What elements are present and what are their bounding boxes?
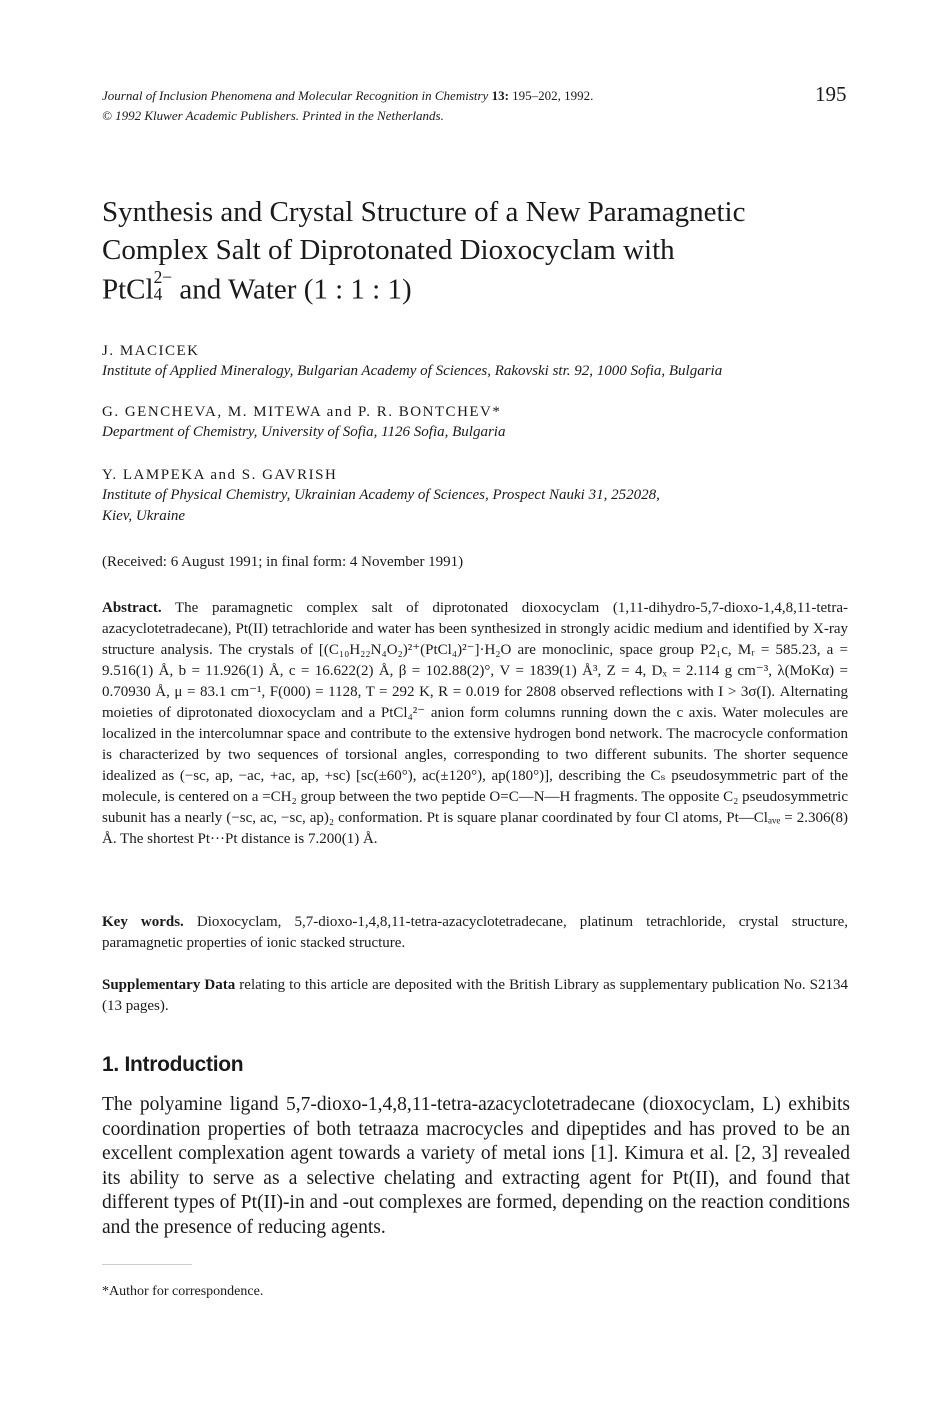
title-formula: PtCl: [102, 273, 154, 306]
author-affiliation: Department of Chemistry, University of Sofia, 1126 Sofia, Bulgaria: [102, 424, 506, 440]
title-line-2: Complex Salt of Diprotonated Dioxocyclam with: [102, 234, 675, 266]
journal-header: [102, 86, 593, 126]
title-formula-sup: 2−: [153, 267, 173, 287]
author-group-2: [102, 402, 852, 443]
journal-name: Journal of Inclusion Phenomena and Molecular Recognition in Chemistry: [102, 88, 489, 103]
author-affiliation: Institute of Physical Chemistry, Ukrainian Academy of Sciences, Prospect Nauki 31, 252028,: [102, 487, 660, 503]
journal-citation-line: [102, 86, 593, 106]
journal-volume: 13:: [491, 88, 509, 103]
copyright-line: © 1992 Kluwer Academic Publishers. Printed in the Netherlands.: [102, 108, 444, 123]
supplementary-text: relating to this article are deposited with the British Library as supplementary publication No. S2134 (13 pages).: [102, 977, 849, 1014]
section-heading: 1. Introduction: [102, 1053, 244, 1076]
footnote-divider: [102, 1264, 192, 1265]
author-names: J. MACICEK: [102, 343, 200, 359]
title-line-1: Synthesis and Crystal Structure of a New Paramagnetic: [102, 196, 746, 228]
title-formula-sub: 4: [153, 284, 163, 305]
author-group-3: [102, 465, 852, 527]
author-group-1: [102, 341, 852, 382]
title-tail: and Water (1 : 1 : 1): [172, 273, 412, 306]
supplementary-label: Supplementary Data: [102, 977, 236, 993]
abstract-text: The paramagnetic complex salt of diprotonated dioxocyclam (1,11-dihydro-5,7-dioxo-1,4,8,11-tetra-azacyclotetradecane), Pt(II) tetrachloride and water has been synthesized in strongly acidic medium and identified by X-ray structure analysis. The crystals of [(C₁₀H₂₂N₄O₂)²⁺(PtCl₄)²⁻]·H₂O are monoclinic, space group P2₁c, Mᵣ = 585.23, a = 9.516(1) Å, b = 11.926(1) Å, c = 16.622(2) Å, β = 102.88(2)°, V = 1839(1) Å³, Z = 4, Dₓ = 2.114 g cm⁻³, λ(MoKα) = 0.70930 Å, μ = 83.1 cm⁻¹, F(000) = 1128, T = 292 K, R = 0.019 for 2808 observed reflections with I > 3σ(I). Alternating moieties of diprotonated dioxocyclam and a PtCl₄²⁻ anion form columns running down the c axis. Water molecules are localized in the intercolumnar space and contribute to the extensive hydrogen bond network. The macrocycle conformation is characterized by two sequences of torsional angles, corresponding to two different subunits. The shorter sequence idealized as (−sc, ap, −ac, +ac, ap, +sc) [sc(±60°), ac(±120°), ap(180°)], describing the Cₛ pseudosymmetric part of the molecule, is centered on a =CH₂ group between the two peptide O=C—N—H fragments. The opposite C₂ pseudosymmetric subunit has a nearly (−sc, ac, −sc, ap)₂ conformation. Pt is square planar coordinated by four Cl atoms, Pt—Clₐᵥₑ = 2.306(8) Å. The shortest Pt···Pt distance is 7.200(1) Å.: [102, 600, 848, 847]
abstract-label: Abstract.: [102, 600, 162, 616]
keywords-label: Key words.: [102, 914, 184, 930]
author-affiliation: Institute of Applied Mineralogy, Bulgarian Academy of Sciences, Rakovski str. 92, 1000 Sofia, Bulgaria: [102, 363, 723, 379]
section-body: The polyamine ligand 5,7-dioxo-1,4,8,11-tetra-azacyclotetradecane (dioxocyclam, L) exhibits coordination properties of both tetraaza macrocycles and dipeptides and has proved to be an excellent complexation agent towards a variety of metal ions [1]. Kimura et al. [2, 3] revealed its ability to serve as a selective chelating and extracting agent for Pt(II), and found that different types of Pt(II)-in and -out complexes are formed, depending on the reaction conditions and the presence of reducing agents.: [102, 1094, 850, 1238]
supplementary-data: [102, 975, 848, 1017]
keywords: [102, 912, 848, 954]
page-number: 195: [815, 82, 847, 106]
footnote: *Author for correspondence.: [102, 1284, 264, 1299]
keywords-text: Dioxocyclam, 5,7-dioxo-1,4,8,11-tetra-azacyclotetradecane, platinum tetrachloride, crystal structure, paramagnetic properties of ionic stacked structure.: [102, 914, 849, 951]
author-affiliation-line-2: Kiev, Ukraine: [102, 508, 186, 524]
received-dates: (Received: 6 August 1991; in final form: 4 November 1991): [102, 554, 464, 570]
abstract: [102, 598, 848, 850]
author-names: G. GENCHEVA, M. MITEWA and P. R. BONTCHEV*: [102, 404, 502, 420]
article-title: [102, 193, 862, 308]
title-line-3: [102, 269, 862, 308]
journal-pages: 195–202, 1992.: [512, 88, 594, 103]
author-names: Y. LAMPEKA and S. GAVRISH: [102, 467, 338, 483]
